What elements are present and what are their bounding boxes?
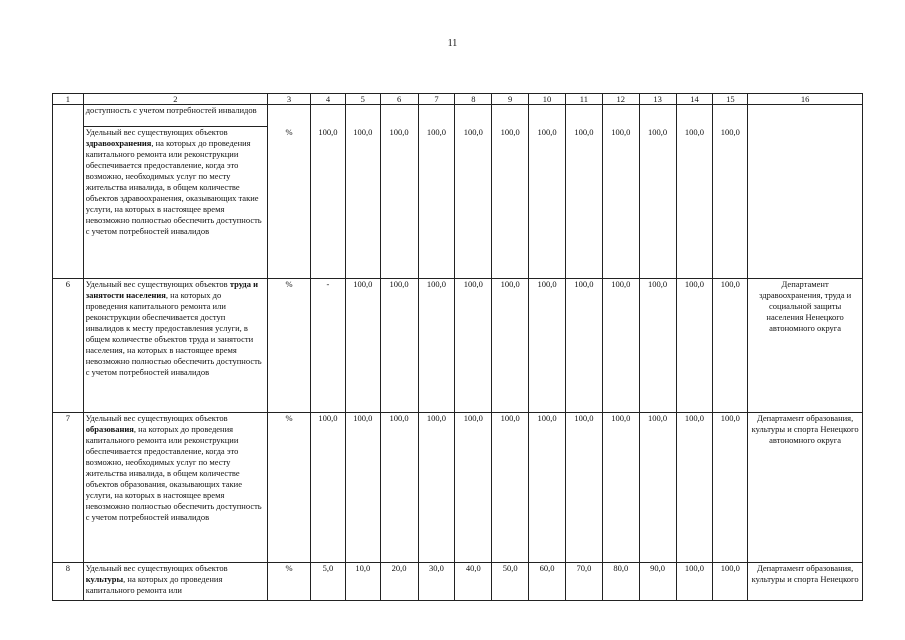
value-cell: 100,0 xyxy=(418,279,455,413)
row-number: 6 xyxy=(53,279,84,413)
value-cell xyxy=(713,105,748,127)
table-row xyxy=(53,563,863,601)
value-cell: 100,0 xyxy=(676,563,713,601)
value-cell: 100,0 xyxy=(565,413,602,563)
row-unit: % xyxy=(268,127,311,279)
table-row xyxy=(53,413,863,563)
value-cell xyxy=(565,105,602,127)
header-cell-11: 11 xyxy=(565,94,602,105)
value-cell xyxy=(418,105,455,127)
value-cell: 100,0 xyxy=(492,413,529,563)
value-cell: 100,0 xyxy=(455,413,492,563)
value-cell: 80,0 xyxy=(602,563,639,601)
row-number xyxy=(53,127,84,279)
value-cell: 100,0 xyxy=(639,279,676,413)
value-cell: 100,0 xyxy=(455,127,492,279)
value-cell: 100,0 xyxy=(713,127,748,279)
value-cell: 100,0 xyxy=(713,413,748,563)
header-cell-13: 13 xyxy=(639,94,676,105)
value-cell: 100,0 xyxy=(713,279,748,413)
value-cell: 90,0 xyxy=(639,563,676,601)
value-cell: 40,0 xyxy=(455,563,492,601)
description-highlight: культуры xyxy=(85,574,124,584)
description-text: Удельный вес существующих объектов xyxy=(85,563,228,573)
row-department: Департамент образования, культуры и спорта Ненецкого автономного округа xyxy=(748,413,863,563)
value-cell: 10,0 xyxy=(345,563,380,601)
value-cell: 100,0 xyxy=(602,413,639,563)
value-cell: 100,0 xyxy=(345,413,380,563)
row-department: Департамент здравоохранения, труда и социальной защиты населения Ненецкого автономного округа xyxy=(748,279,863,413)
value-cell: 30,0 xyxy=(418,563,455,601)
description-text: Удельный вес существующих объектов xyxy=(85,127,228,137)
value-cell: 100,0 xyxy=(529,413,566,563)
value-cell xyxy=(492,105,529,127)
value-cell: 100,0 xyxy=(602,279,639,413)
value-cell: 100,0 xyxy=(345,127,380,279)
row-department xyxy=(748,105,863,127)
description-text: Удельный вес существующих объектов xyxy=(85,413,228,423)
header-cell-16: 16 xyxy=(748,94,863,105)
value-cell xyxy=(380,105,418,127)
header-cell-9: 9 xyxy=(492,94,529,105)
row-department xyxy=(748,127,863,279)
value-cell: 100,0 xyxy=(492,127,529,279)
row-unit: % xyxy=(268,563,311,601)
header-cell-4: 4 xyxy=(311,94,346,105)
value-cell: 100,0 xyxy=(380,127,418,279)
value-cell: 100,0 xyxy=(311,127,346,279)
value-cell: 20,0 xyxy=(380,563,418,601)
value-cell xyxy=(639,105,676,127)
header-cell-14: 14 xyxy=(676,94,713,105)
header-cell-15: 15 xyxy=(713,94,748,105)
row-description xyxy=(83,105,267,127)
value-cell: 100,0 xyxy=(529,279,566,413)
value-cell xyxy=(602,105,639,127)
header-row xyxy=(53,94,863,105)
value-cell: 70,0 xyxy=(565,563,602,601)
description-highlight: здравоохранения xyxy=(85,138,152,148)
value-cell xyxy=(529,105,566,127)
header-cell-3: 3 xyxy=(268,94,311,105)
value-cell: 100,0 xyxy=(639,127,676,279)
table-row xyxy=(53,279,863,413)
row-description xyxy=(83,413,267,563)
value-cell xyxy=(345,105,380,127)
value-cell: 100,0 xyxy=(492,279,529,413)
description-text-rest: , на которых до проведения капитального ремонта или реконструкции обеспечивается предоставление, когда это возможно, необходимых услуг по месту жительства инвалида, в общем количестве объектов образования, оказывающих такие услуги, на которых в настоящее время невозможно полностью обеспечить доступность с учетом потребностей инвалидов xyxy=(85,424,262,522)
page-number: 11 xyxy=(447,38,458,49)
value-cell: 100,0 xyxy=(380,279,418,413)
value-cell: 100,0 xyxy=(565,127,602,279)
row-department: Департамент образования, культуры и спорта Ненецкого xyxy=(748,563,863,601)
row-number: 8 xyxy=(53,563,84,601)
row-unit: % xyxy=(268,279,311,413)
value-cell: 100,0 xyxy=(676,413,713,563)
value-cell: 60,0 xyxy=(529,563,566,601)
row-description xyxy=(83,279,267,413)
indicators-table xyxy=(52,93,863,601)
value-cell xyxy=(455,105,492,127)
description-text: доступность с учетом потребностей инвалидов xyxy=(85,105,257,115)
header-cell-8: 8 xyxy=(455,94,492,105)
table-row xyxy=(53,105,863,127)
value-cell: 100,0 xyxy=(418,127,455,279)
value-cell: 100,0 xyxy=(676,127,713,279)
header-cell-10: 10 xyxy=(529,94,566,105)
value-cell: 100,0 xyxy=(676,279,713,413)
description-text-rest: , на которых до проведения капитального ремонта или xyxy=(85,574,223,595)
row-unit: % xyxy=(268,413,311,563)
value-cell: 100,0 xyxy=(455,279,492,413)
value-cell: 100,0 xyxy=(639,413,676,563)
description-highlight: труда и занятости населения xyxy=(85,279,258,300)
row-unit xyxy=(268,105,311,127)
value-cell: 100,0 xyxy=(345,279,380,413)
value-cell: - xyxy=(311,279,346,413)
row-description xyxy=(83,563,267,601)
value-cell xyxy=(676,105,713,127)
header-cell-7: 7 xyxy=(418,94,455,105)
header-cell-6: 6 xyxy=(380,94,418,105)
value-cell: 100,0 xyxy=(529,127,566,279)
value-cell: 100,0 xyxy=(380,413,418,563)
value-cell: 100,0 xyxy=(418,413,455,563)
value-cell: 5,0 xyxy=(311,563,346,601)
row-description xyxy=(83,127,267,279)
description-text: Удельный вес существующих объектов xyxy=(85,279,230,289)
value-cell xyxy=(311,105,346,127)
description-highlight: образования xyxy=(85,424,134,434)
header-cell-12: 12 xyxy=(602,94,639,105)
value-cell: 100,0 xyxy=(311,413,346,563)
header-cell-2: 2 xyxy=(83,94,267,105)
value-cell: 100,0 xyxy=(713,563,748,601)
row-number: 7 xyxy=(53,413,84,563)
row-number xyxy=(53,105,84,127)
value-cell: 50,0 xyxy=(492,563,529,601)
value-cell: 100,0 xyxy=(565,279,602,413)
table-row xyxy=(53,127,863,279)
value-cell: 100,0 xyxy=(602,127,639,279)
description-text-rest: , на которых до проведения капитального ремонта или реконструкции обеспечивается доступ инвалидов к месту предоставления услуги, в общем количестве объектов труда и занятости населения, на которых в настоящее время невозможно полностью обеспечить доступность с учетом потребностей инвалидов xyxy=(85,290,262,377)
description-text-rest: , на которых до проведения капитального ремонта или реконструкции обеспечивается предоставление, когда это возможно, необходимых услуг по месту жительства инвалида, в общем количестве объектов здравоохранения, оказывающих такие услуги, на которых в настоящее время невозможно полностью обеспечить доступность с учетом потребностей инвалидов xyxy=(85,138,262,236)
header-cell-1: 1 xyxy=(53,94,84,105)
header-cell-5: 5 xyxy=(345,94,380,105)
